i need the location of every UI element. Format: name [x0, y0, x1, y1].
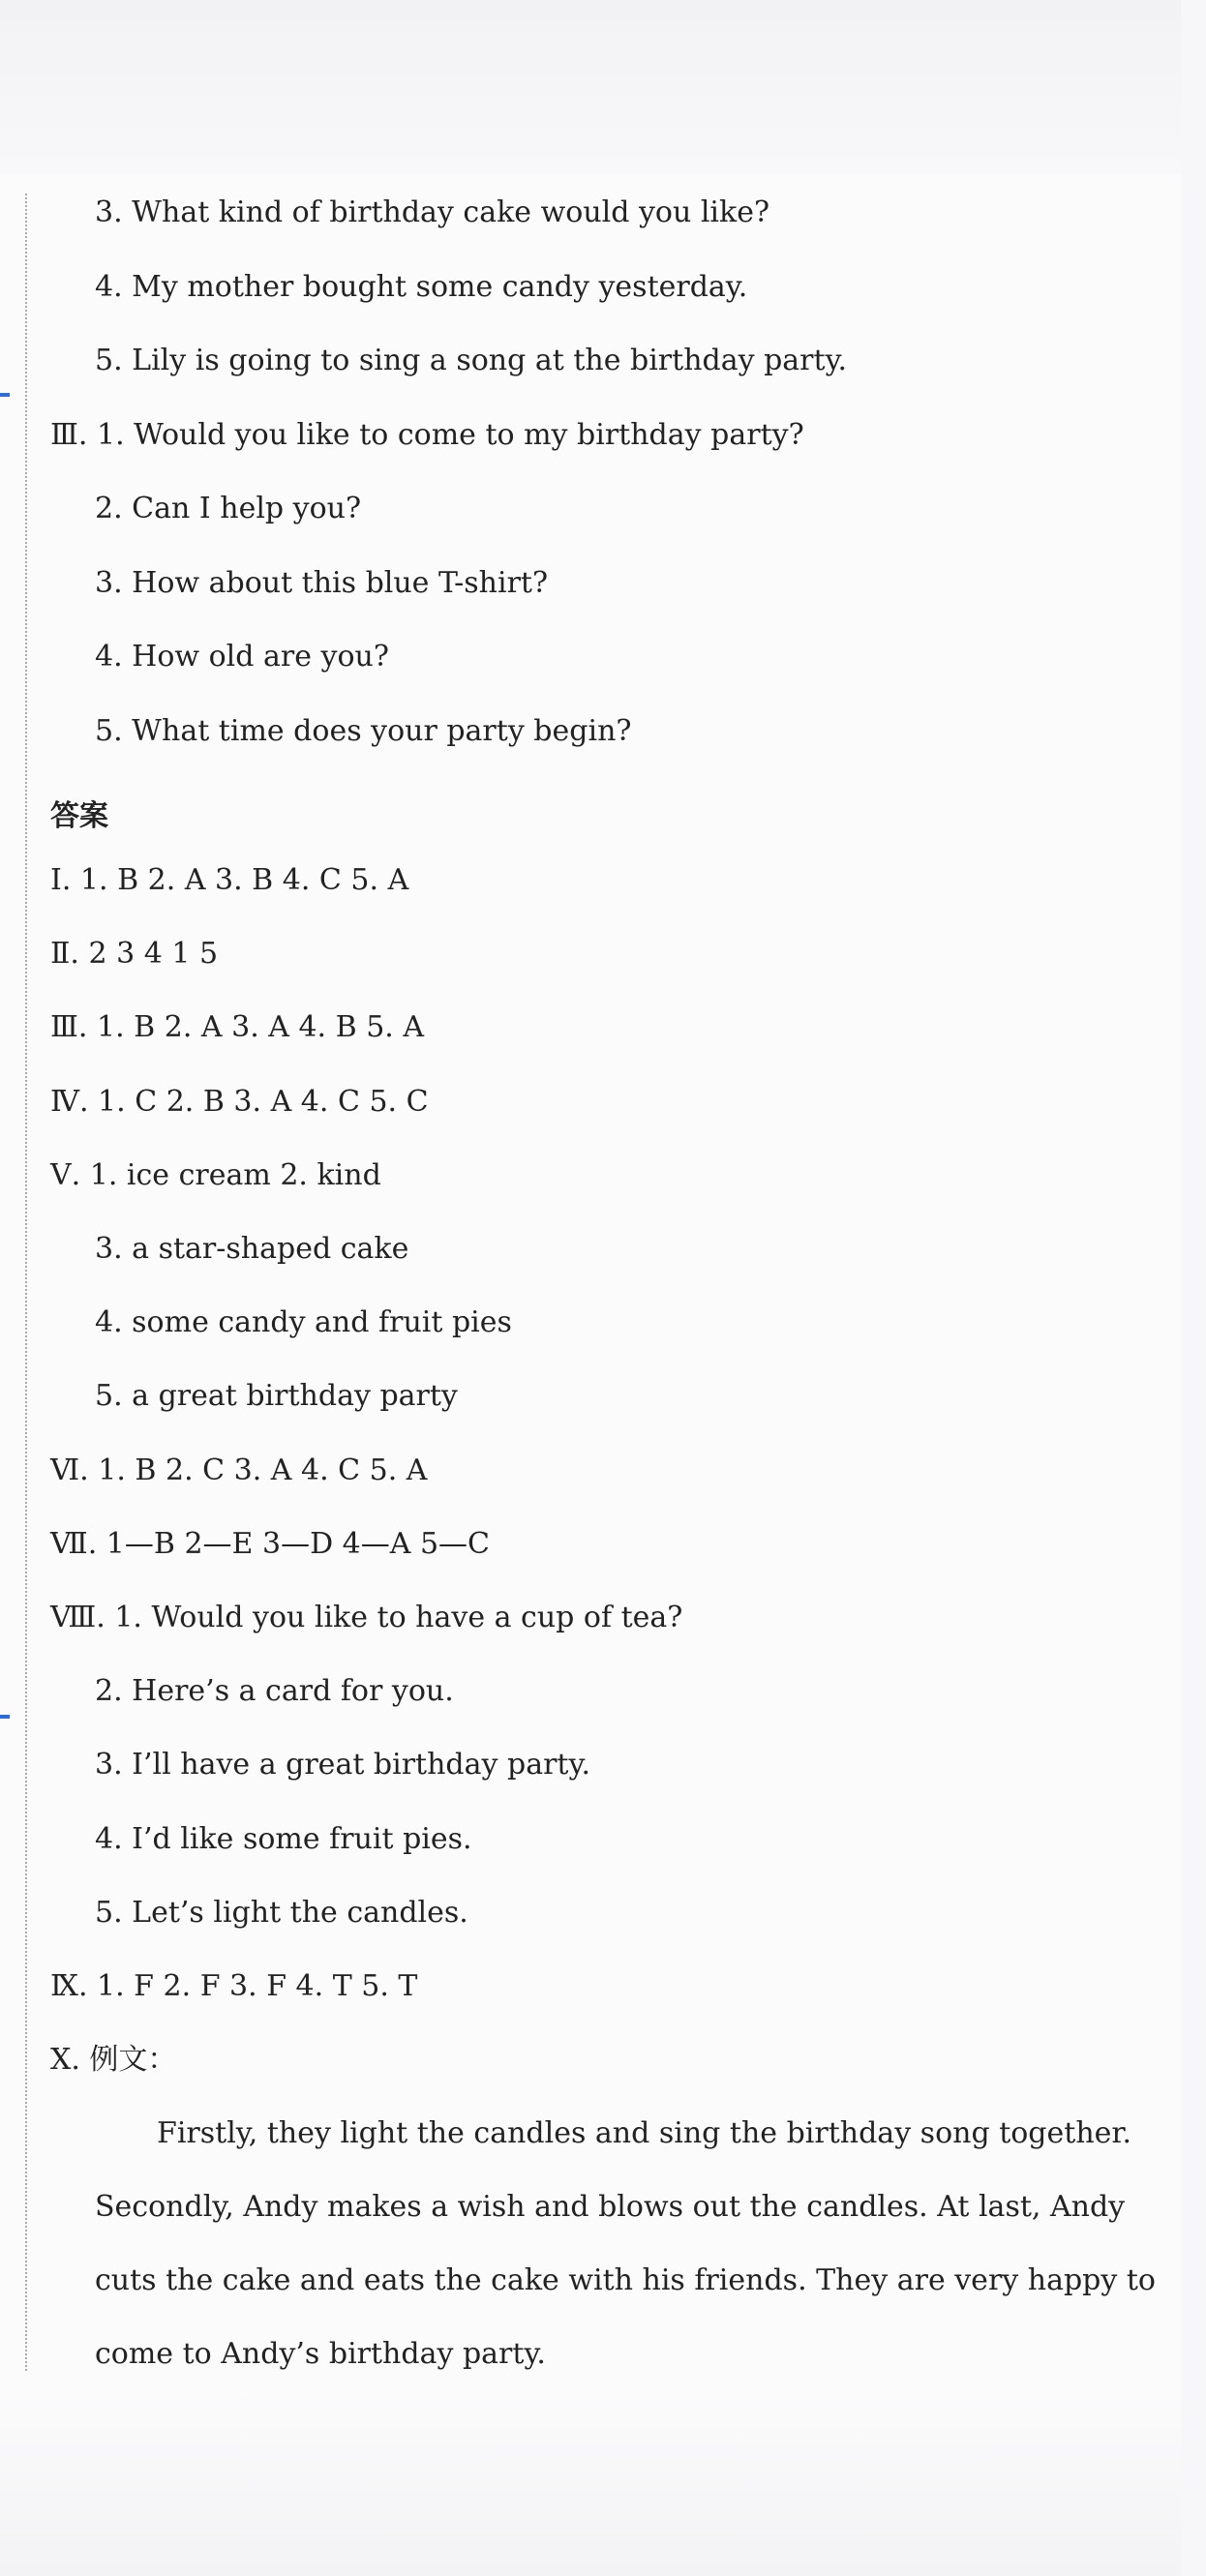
answer-line: Ⅹ. 例文： [50, 2043, 177, 2078]
answer-line: Ⅵ. 1. B 2. C 3. A 4. C 5. A [50, 1453, 428, 1487]
answer-line: 3. a star-shaped cake [95, 1232, 409, 1266]
question-line: 4. How old are you? [95, 640, 389, 674]
answers-heading: 答案 [50, 799, 108, 833]
answer-line: Ⅸ. 1. F 2. F 3. F 4. T 5. T [50, 1969, 418, 2003]
essay-line: Firstly, they light the candles and sing the birthday song together. [157, 2116, 1131, 2150]
question-line: 5. What time does your party begin? [95, 713, 632, 748]
answer-line: Ⅷ. 1. Would you like to have a cup of tea? [50, 1601, 683, 1634]
answer-line: 5. a great birthday party [95, 1379, 458, 1414]
essay-line: Secondly, Andy makes a wish and blows out the candles. At last, Andy [95, 2190, 1126, 2224]
bottom-margin-shade [0, 2390, 1181, 2576]
question-line: 3. What kind of birthday cake would you like? [95, 195, 770, 229]
answer-line: Ⅳ. 1. C 2. B 3. A 4. C 5. C [50, 1084, 429, 1119]
answer-line: Ⅱ. 2 3 4 1 5 [50, 937, 219, 972]
top-margin-shade [0, 0, 1181, 174]
essay-line: cuts the cake and eats the cake with his friends. They are very happy to [95, 2263, 1156, 2297]
essay-line: come to Andy’s birthday party. [95, 2337, 546, 2371]
answer-line: Ⅰ. 1. B 2. A 3. B 4. C 5. A [50, 863, 409, 897]
question-line: 2. Can I help you? [95, 492, 362, 525]
binding-dotted-line [25, 194, 27, 2371]
question-line: 3. How about this blue T-shirt? [95, 565, 549, 600]
answer-line: 4. some candy and fruit pies [95, 1305, 512, 1340]
question-line: 5. Lily is going to sing a song at the birthday party. [95, 344, 848, 377]
answer-line: Ⅲ. 1. B 2. A 3. A 4. B 5. A [50, 1010, 425, 1045]
margin-mark-top [0, 393, 10, 397]
answer-line: 2. Here’s a card for you. [95, 1674, 454, 1709]
answer-line: Ⅴ. 1. ice cream 2. kind [50, 1157, 381, 1192]
answer-line: 4. I’d like some fruit pies. [95, 1821, 472, 1856]
margin-mark-bottom [0, 1715, 10, 1719]
answer-line: Ⅶ. 1—B 2—E 3—D 4—A 5—C [50, 1526, 490, 1561]
answer-line: 5. Let’s light the candles. [95, 1895, 468, 1930]
question-line: 4. My mother bought some candy yesterday. [95, 269, 748, 304]
question-line: Ⅲ. 1. Would you like to come to my birthday party? [50, 417, 804, 452]
answer-line: 3. I’ll have a great birthday party. [95, 1748, 590, 1782]
